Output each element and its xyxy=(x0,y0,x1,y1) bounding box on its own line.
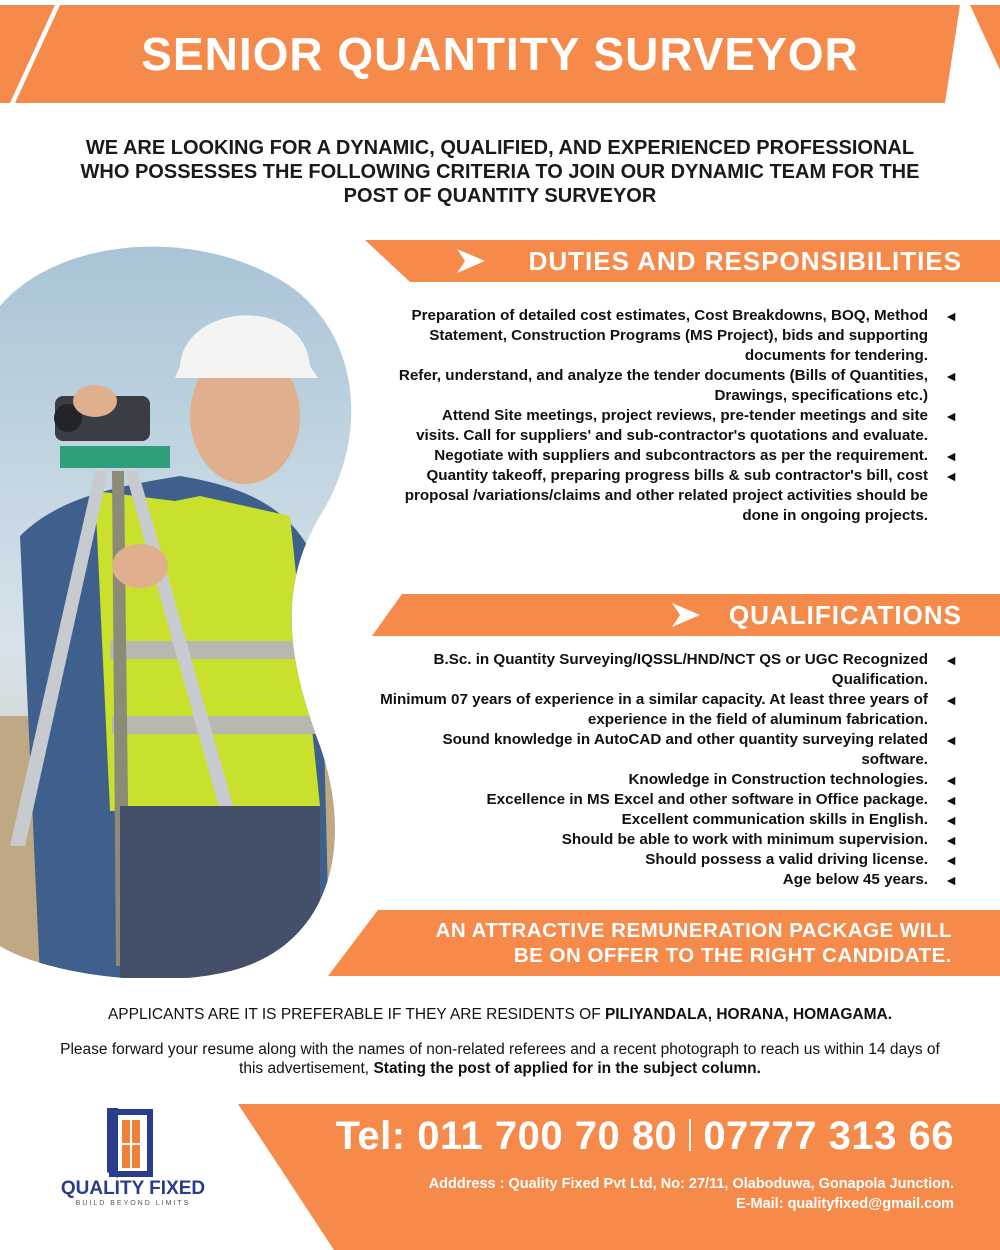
bullet-left-icon: ◄ xyxy=(944,368,958,384)
qualification-text: Should possess a valid driving license. xyxy=(645,851,928,868)
page-title: SENIOR QUANTITY SURVEYOR xyxy=(141,28,859,80)
title-banner xyxy=(0,0,1000,108)
list-item xyxy=(398,306,958,366)
bullet-left-icon: ◄ xyxy=(944,468,958,484)
intro-text: WE ARE LOOKING FOR A DYNAMIC, QUALIFIED, AND EXPERIENCED PROFESSIONAL WHO POSSESSES THE FOLLOWING CRITERIA TO JOIN OUR DYNAMIC TEAM FOR THE POST OF QUANTITY SURVEYOR xyxy=(80,137,920,207)
duty-text: Refer, understand, and analyze the tender documents (Bills of Quantities, Drawings, specifications etc.) xyxy=(398,367,928,404)
list-item xyxy=(398,446,958,466)
duties-list xyxy=(398,306,958,526)
bullet-left-icon: ◄ xyxy=(944,408,958,424)
duties-heading: DUTIES AND RESPONSIBILITIES xyxy=(528,246,962,276)
residents-note xyxy=(0,1006,1000,1024)
list-item xyxy=(378,870,958,890)
contact-address-block xyxy=(429,1174,954,1214)
surveyor-photo xyxy=(0,246,365,978)
qualifications-list xyxy=(378,650,958,890)
forward-text: Please forward your resume along with the names of non-related referees and a recent photograph to reach us within 14 days of this advertisement, xyxy=(60,1041,940,1077)
email-text: E-Mail: qualityfixed@gmail.com xyxy=(736,1196,954,1212)
bullet-left-icon: ◄ xyxy=(944,792,958,808)
list-item xyxy=(378,690,958,730)
qualification-text: Knowledge in Construction technologies. xyxy=(628,771,928,788)
list-item xyxy=(398,366,958,406)
qualification-text: Age below 45 years. xyxy=(782,871,928,888)
forward-note xyxy=(60,1040,940,1078)
bullet-left-icon: ◄ xyxy=(944,852,958,868)
residents-prefix: APPLICANTS ARE IT IS PREFERABLE IF THEY ARE RESIDENTS OF xyxy=(107,1006,605,1023)
qualification-text: Excellence in MS Excel and other software in Office package. xyxy=(486,791,928,808)
qualification-text: Excellent communication skills in English. xyxy=(621,811,928,828)
qualification-text: Minimum 07 years of experience in a similar capacity. At least three years of experience in the field of aluminum fabrication. xyxy=(380,691,928,728)
logo-tagline: BUILD BEYOND LIMITS xyxy=(75,1200,191,1207)
list-item xyxy=(378,850,958,870)
remuneration-text xyxy=(436,918,952,968)
residents-places: PILIYANDALA, HORANA, HOMAGAMA. xyxy=(604,1006,893,1023)
remuneration-banner xyxy=(328,910,1000,976)
list-item xyxy=(378,810,958,830)
qualifications-header xyxy=(372,594,1000,636)
bullet-left-icon: ◄ xyxy=(944,308,958,324)
list-item xyxy=(378,650,958,690)
qualifications-heading: QUALIFICATIONS xyxy=(728,600,962,630)
list-item xyxy=(378,730,958,770)
remuneration-line-2: BE ON OFFER TO THE RIGHT CANDIDATE. xyxy=(513,944,952,967)
arrow-right-icon xyxy=(457,249,485,273)
bullet-left-icon: ◄ xyxy=(944,872,958,888)
address-text: Adddress : Quality Fixed Pvt Ltd, No: 27/11, Olaboduwa, Gonapola Junction. xyxy=(428,1176,954,1192)
telephone-landline: Tel: 011 700 70 80 xyxy=(335,1114,678,1158)
bullet-left-icon: ◄ xyxy=(944,448,958,464)
list-item xyxy=(398,466,958,526)
telephone-numbers xyxy=(335,1114,954,1159)
list-item xyxy=(378,790,958,810)
bullet-left-icon: ◄ xyxy=(944,812,958,828)
arrow-right-icon xyxy=(672,603,700,627)
duty-text: Negotiate with suppliers and subcontractors as per the requirement. xyxy=(434,447,928,464)
list-item xyxy=(378,830,958,850)
remuneration-line-1: AN ATTRACTIVE REMUNERATION PACKAGE WILL xyxy=(435,919,952,942)
bullet-left-icon: ◄ xyxy=(944,652,958,668)
telephone-mobile: 07777 313 66 xyxy=(703,1114,954,1158)
qualification-text: Should be able to work with minimum supervision. xyxy=(561,831,928,848)
phone-separator xyxy=(689,1119,691,1151)
qualification-text: Sound knowledge in AutoCAD and other quantity surveying related software. xyxy=(442,731,928,768)
duty-text: Attend Site meetings, project reviews, pre-tender meetings and site visits. Call for suppliers' and sub-contractor's quotations and evaluate. xyxy=(416,407,928,444)
bullet-left-icon: ◄ xyxy=(944,692,958,708)
qualification-text: B.Sc. in Quantity Surveying/IQSSL/HND/NCT QS or UGC Recognized Qualification. xyxy=(433,651,928,688)
logo-name: QUALITY FIXED xyxy=(60,1178,206,1199)
contact-banner xyxy=(238,1104,1000,1250)
bullet-left-icon: ◄ xyxy=(944,732,958,748)
list-item xyxy=(378,770,958,790)
duties-header xyxy=(365,240,1000,282)
duty-text: Quantity takeoff, preparing progress bills & sub contractor's bill, cost proposal /variations/claims and other related project activities should be done in ongoing projects. xyxy=(404,467,928,524)
bullet-left-icon: ◄ xyxy=(944,832,958,848)
bullet-left-icon: ◄ xyxy=(944,772,958,788)
duty-text: Preparation of detailed cost estimates, Cost Breakdowns, BOQ, Method Statement, Construction Programs (MS Project), bids and supporting documents for tendering. xyxy=(411,307,928,364)
forward-bold: Stating the post of applied for in the subject column. xyxy=(373,1060,761,1077)
list-item xyxy=(398,406,958,446)
